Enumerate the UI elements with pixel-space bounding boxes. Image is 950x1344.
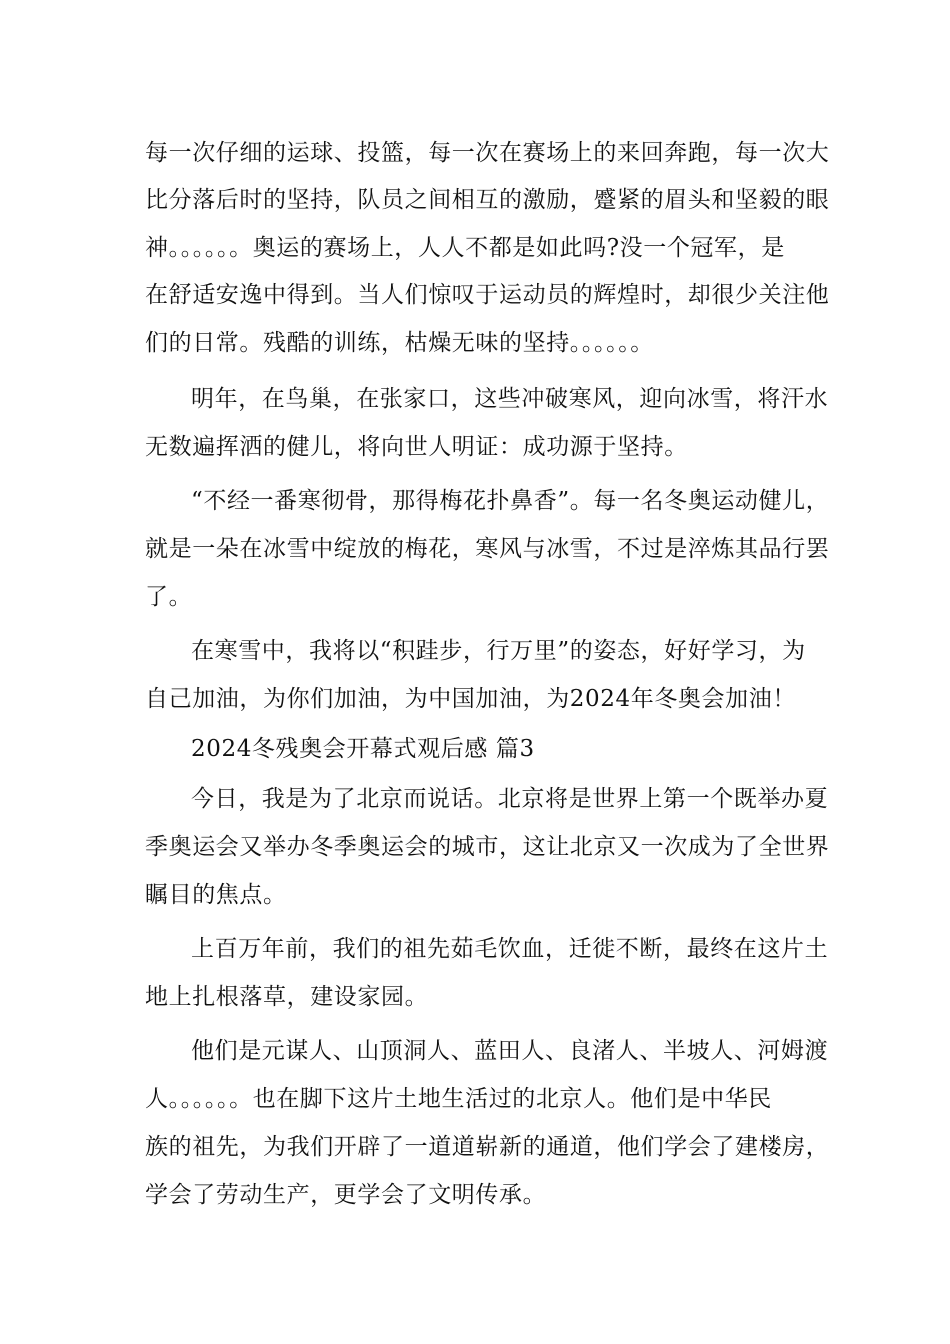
text-line: 上百万年前，我们的祖先茹毛饮血，迁徙不断，最终在这片土 (191, 936, 829, 962)
text-line: 们的日常。残酷的训练，枯燥无味的坚持。。。。。。 (145, 330, 654, 356)
text-line: 比分落后时的坚持，队员之间相互的激励，蹙紧的眉头和坚毅的眼 (145, 187, 830, 213)
text-line: 无数遍挥洒的健儿，将向世人明证：成功源于坚持。 (145, 434, 688, 460)
text-line: 就是一朵在冰雪中绽放的梅花，寒风与冰雪，不过是淬炼其品行罢 (145, 536, 830, 562)
text-line: 今日，我是为了北京而说话。北京将是世界上第一个既举办夏 (191, 786, 829, 812)
text-line: “不经一番寒彻骨，那得梅花扑鼻香”。每一名冬奥运动健儿， (191, 488, 830, 514)
text-line: 地上扎根落草，建设家园。 (145, 984, 429, 1010)
text-line: 明年，在鸟巢，在张家口，这些冲破寒风，迎向冰雪，将汗水 (191, 386, 829, 412)
text-line: 每一次仔细的运球、投篮，每一次在赛场上的来回奔跑，每一次大 (145, 140, 830, 166)
text-line: 季奥运会又举办冬季奥运会的城市，这让北京又一次成为了全世界 (145, 834, 830, 860)
text-line: 神。。。。。。奥运的赛场上，人人不都是如此吗?没一个冠军，是 (145, 235, 785, 261)
text-line: 了。 (145, 584, 193, 610)
text-line: 在舒适安逸中得到。当人们惊叹于运动员的辉煌时，却很少关注他 (145, 282, 830, 308)
text-line: 人。。。。。。也在脚下这片土地生活过的北京人。他们是中华民 (145, 1086, 772, 1112)
text-line: 学会了劳动生产，更学会了文明传承。 (145, 1182, 547, 1208)
text-line: 族的祖先，为我们开辟了一道道崭新的通道，他们学会了建楼房， (145, 1134, 830, 1160)
text-line: 他们是元谋人、山顶洞人、蓝田人、良渚人、半坡人、河姆渡 (191, 1038, 829, 1064)
section-heading: 2024冬残奥会开幕式观后感 篇3 (191, 736, 535, 762)
text-line: 自己加油，为你们加油，为中国加油，为2024年冬奥会加油！ (145, 686, 796, 712)
text-line: 在寒雪中，我将以“积跬步，行万里”的姿态，好好学习，为 (191, 638, 806, 664)
text-line: 瞩目的焦点。 (145, 882, 287, 908)
